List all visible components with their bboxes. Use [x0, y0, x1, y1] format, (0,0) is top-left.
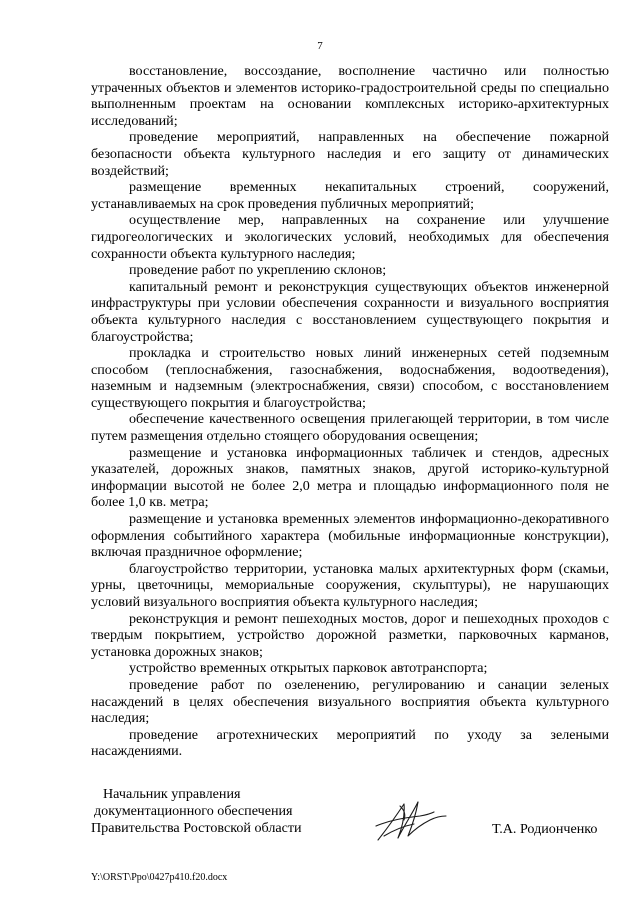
list-item: обеспечение качественного освещения прилегающей территории, в том числе путем размещения отдельно стоящего оборудования освещения; [91, 411, 609, 445]
handwritten-signature [374, 796, 448, 848]
list-item: восстановление, воссоздание, восполнение частично или полностью утраченных объектов и элементов историко-градостроительной среды по специально выполненным проектам на основании комплексных историко-архитектурных исследований; [91, 63, 609, 129]
list-item: проведение работ по озеленению, регулированию и санации зеленых насаждений в целях обеспечения визуального восприятия объекта культурного наследия; [91, 676, 609, 727]
list-item: капитальный ремонт и реконструкция существующих объектов инженерной инфраструктуры при условии обеспечения сохранности и визуального восприятия объекта культурного наследия с восстановлением существующего покрытия и благоустройства; [91, 278, 609, 345]
signer-position-line: Начальник управления [103, 786, 241, 802]
signer-position-line: Правительства Ростовской области [91, 820, 302, 836]
list-item: устройство временных открытых парковок автотранспорта; [129, 660, 488, 677]
list-item: прокладка и строительство новых линий инженерных сетей подземным способом (теплоснабжения, газоснабжения, водоснабжения, водоотведения), наземным и надземным (электроснабжения, связи) способом, с восстановлением существующего покрытия и благоустройства; [91, 345, 609, 411]
signer-position-line: документационного обеспечения [94, 803, 293, 819]
page-number: 7 [317, 40, 323, 52]
signer-position [91, 786, 302, 837]
file-path: Y:\ORST\Ppo\0427p410.f20.docx [91, 872, 228, 883]
list-item: благоустройство территории, установка малых архитектурных форм (скамьи, урны, цветочницы, мемориальные сооружения, скульптуры), не нарушающих условий визуального восприятия объекта культурного наследия; [91, 560, 609, 610]
list-item: реконструкция и ремонт пешеходных мостов, дорог и пешеходных проходов с твердым покрытием, устройство дорожной разметки, парковочных карманов, установка дорожных знаков; [91, 610, 609, 660]
document-body [91, 63, 609, 760]
list-item: проведение мероприятий, направленных на обеспечение пожарной безопасности объекта культурного наследия и его защиту от динамических воздействий; [91, 129, 609, 179]
list-item: размещение временных некапитальных строений, сооружений, устанавливаемых на срок проведения публичных мероприятий; [91, 179, 609, 212]
list-item: проведение работ по укреплению склонов; [129, 262, 387, 279]
list-item: размещение и установка временных элементов информационно-декоративного оформления событийного характера (мобильные информационные конструкции), включая праздничное оформление; [91, 511, 609, 561]
list-item: проведение агротехнических мероприятий по уходу за зелеными насаждениями. [91, 726, 609, 760]
list-item: осуществление мер, направленных на сохранение или улучшение гидрогеологических и экологических условий, необходимых для обеспечения сохранности объекта культурного наследия; [91, 212, 609, 262]
signer-name: Т.А. Родионченко [492, 821, 598, 837]
list-item: размещение и установка информационных табличек и стендов, адресных указателей, дорожных знаков, памятных знаков, другой историко-культурной информации высотой не более 2,0 метра и площадью информационного поля не более 1,0 кв. метра; [91, 444, 609, 511]
